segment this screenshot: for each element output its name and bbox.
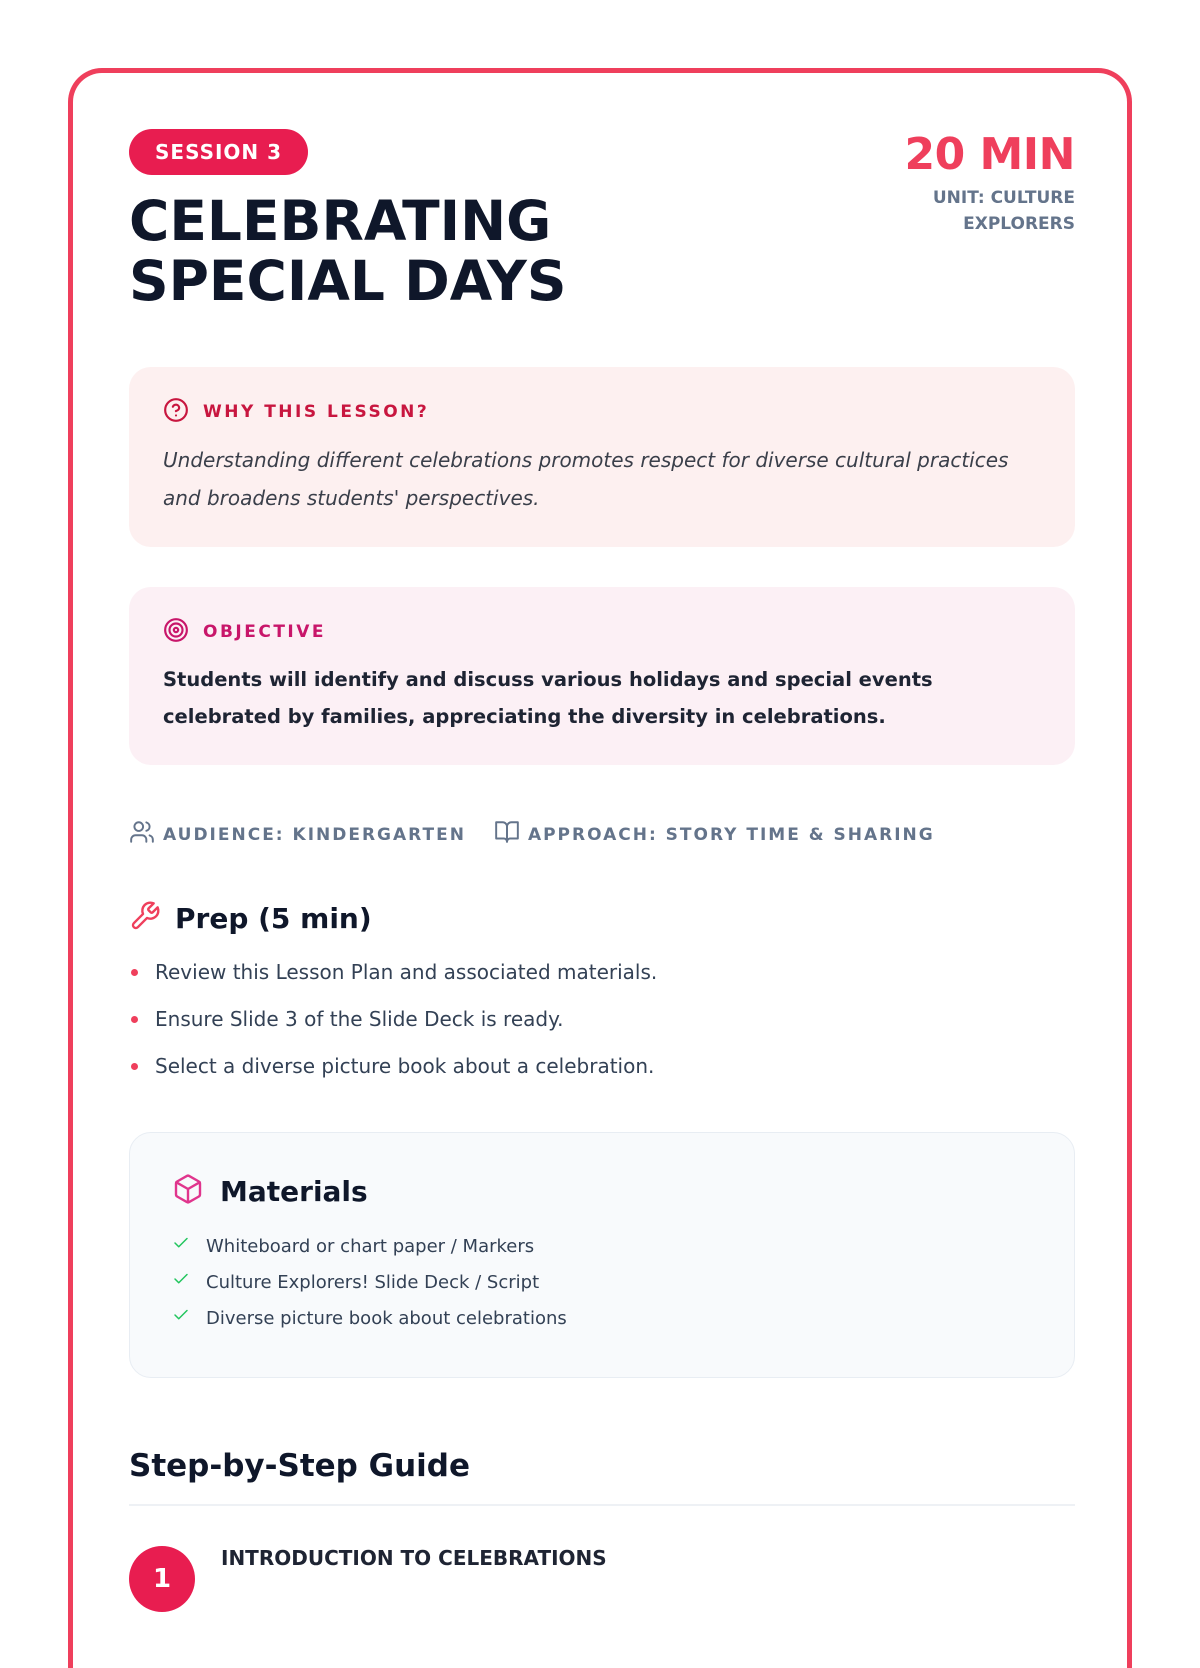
prep-item-text: Select a diverse picture book about a celebration. — [155, 1054, 655, 1078]
book-open-icon — [494, 819, 520, 850]
list-item — [172, 1265, 1032, 1301]
material-item-text: Culture Explorers! Slide Deck / Script — [206, 1272, 540, 1293]
prep-header — [129, 900, 1075, 936]
guide-step — [129, 1546, 1075, 1626]
material-item-text: Whiteboard or chart paper / Markers — [206, 1236, 535, 1257]
check-icon — [172, 1301, 190, 1337]
list-item — [129, 1005, 1075, 1033]
duration-block — [904, 129, 1075, 237]
materials-box — [129, 1132, 1075, 1378]
materials-header — [172, 1173, 1032, 1209]
prep-item-text: Ensure Slide 3 of the Slide Deck is ready. — [155, 1007, 564, 1031]
why-this-lesson-box — [129, 367, 1075, 547]
list-item — [172, 1229, 1032, 1265]
unit-label: UNIT: CULTURE EXPLORERS — [932, 188, 1075, 234]
audience-label: AUDIENCE: KINDERGARTEN — [163, 824, 466, 845]
check-icon — [172, 1265, 190, 1301]
lesson-meta-row — [129, 819, 1075, 850]
why-header — [163, 397, 1041, 427]
page-title — [129, 191, 769, 311]
bullet-icon — [131, 1016, 138, 1023]
bullet-icon — [131, 1063, 138, 1070]
list-item — [129, 1052, 1075, 1080]
why-label: WHY THIS LESSON? — [203, 402, 430, 422]
objective-text: Students will identify and discuss various holidays and special events celebrated by families, appreciating the diversity in celebrations. — [163, 668, 933, 728]
materials-list — [172, 1229, 1032, 1337]
material-item-text: Diverse picture book about celebrations — [206, 1308, 567, 1329]
materials-heading: Materials — [220, 1174, 368, 1208]
prep-list — [129, 958, 1075, 1080]
prep-heading: Prep (5 min) — [175, 901, 372, 935]
bullet-icon — [131, 969, 138, 976]
check-icon — [172, 1229, 190, 1265]
objective-header — [163, 617, 1041, 647]
duration: 20 MIN — [904, 129, 1075, 180]
why-text: Understanding different celebrations promotes respect for diverse cultural practices and broadens students' perspectives. — [163, 448, 1009, 510]
lesson-card — [68, 68, 1132, 1668]
title-line-1: CELEBRATING — [129, 189, 552, 253]
question-circle-icon — [163, 397, 189, 427]
audience-info — [129, 819, 466, 850]
wrench-icon — [129, 900, 161, 936]
step-title: INTRODUCTION TO CELEBRATIONS — [221, 1546, 607, 1570]
title-line-2: SPECIAL DAYS — [129, 249, 567, 313]
package-icon — [172, 1173, 204, 1209]
list-item — [129, 958, 1075, 986]
users-icon — [129, 819, 155, 850]
target-icon — [163, 617, 189, 647]
approach-info — [494, 819, 935, 850]
approach-label: APPROACH: STORY TIME & SHARING — [527, 824, 935, 845]
objective-label: OBJECTIVE — [203, 622, 327, 642]
list-item — [172, 1301, 1032, 1337]
lesson-content — [129, 129, 1075, 1626]
session-badge: SESSION 3 — [129, 129, 308, 175]
step-number-badge: 1 — [129, 1546, 195, 1612]
prep-item-text: Review this Lesson Plan and associated materials. — [155, 960, 658, 984]
objective-box — [129, 587, 1075, 765]
guide-heading: Step-by-Step Guide — [129, 1448, 1075, 1506]
